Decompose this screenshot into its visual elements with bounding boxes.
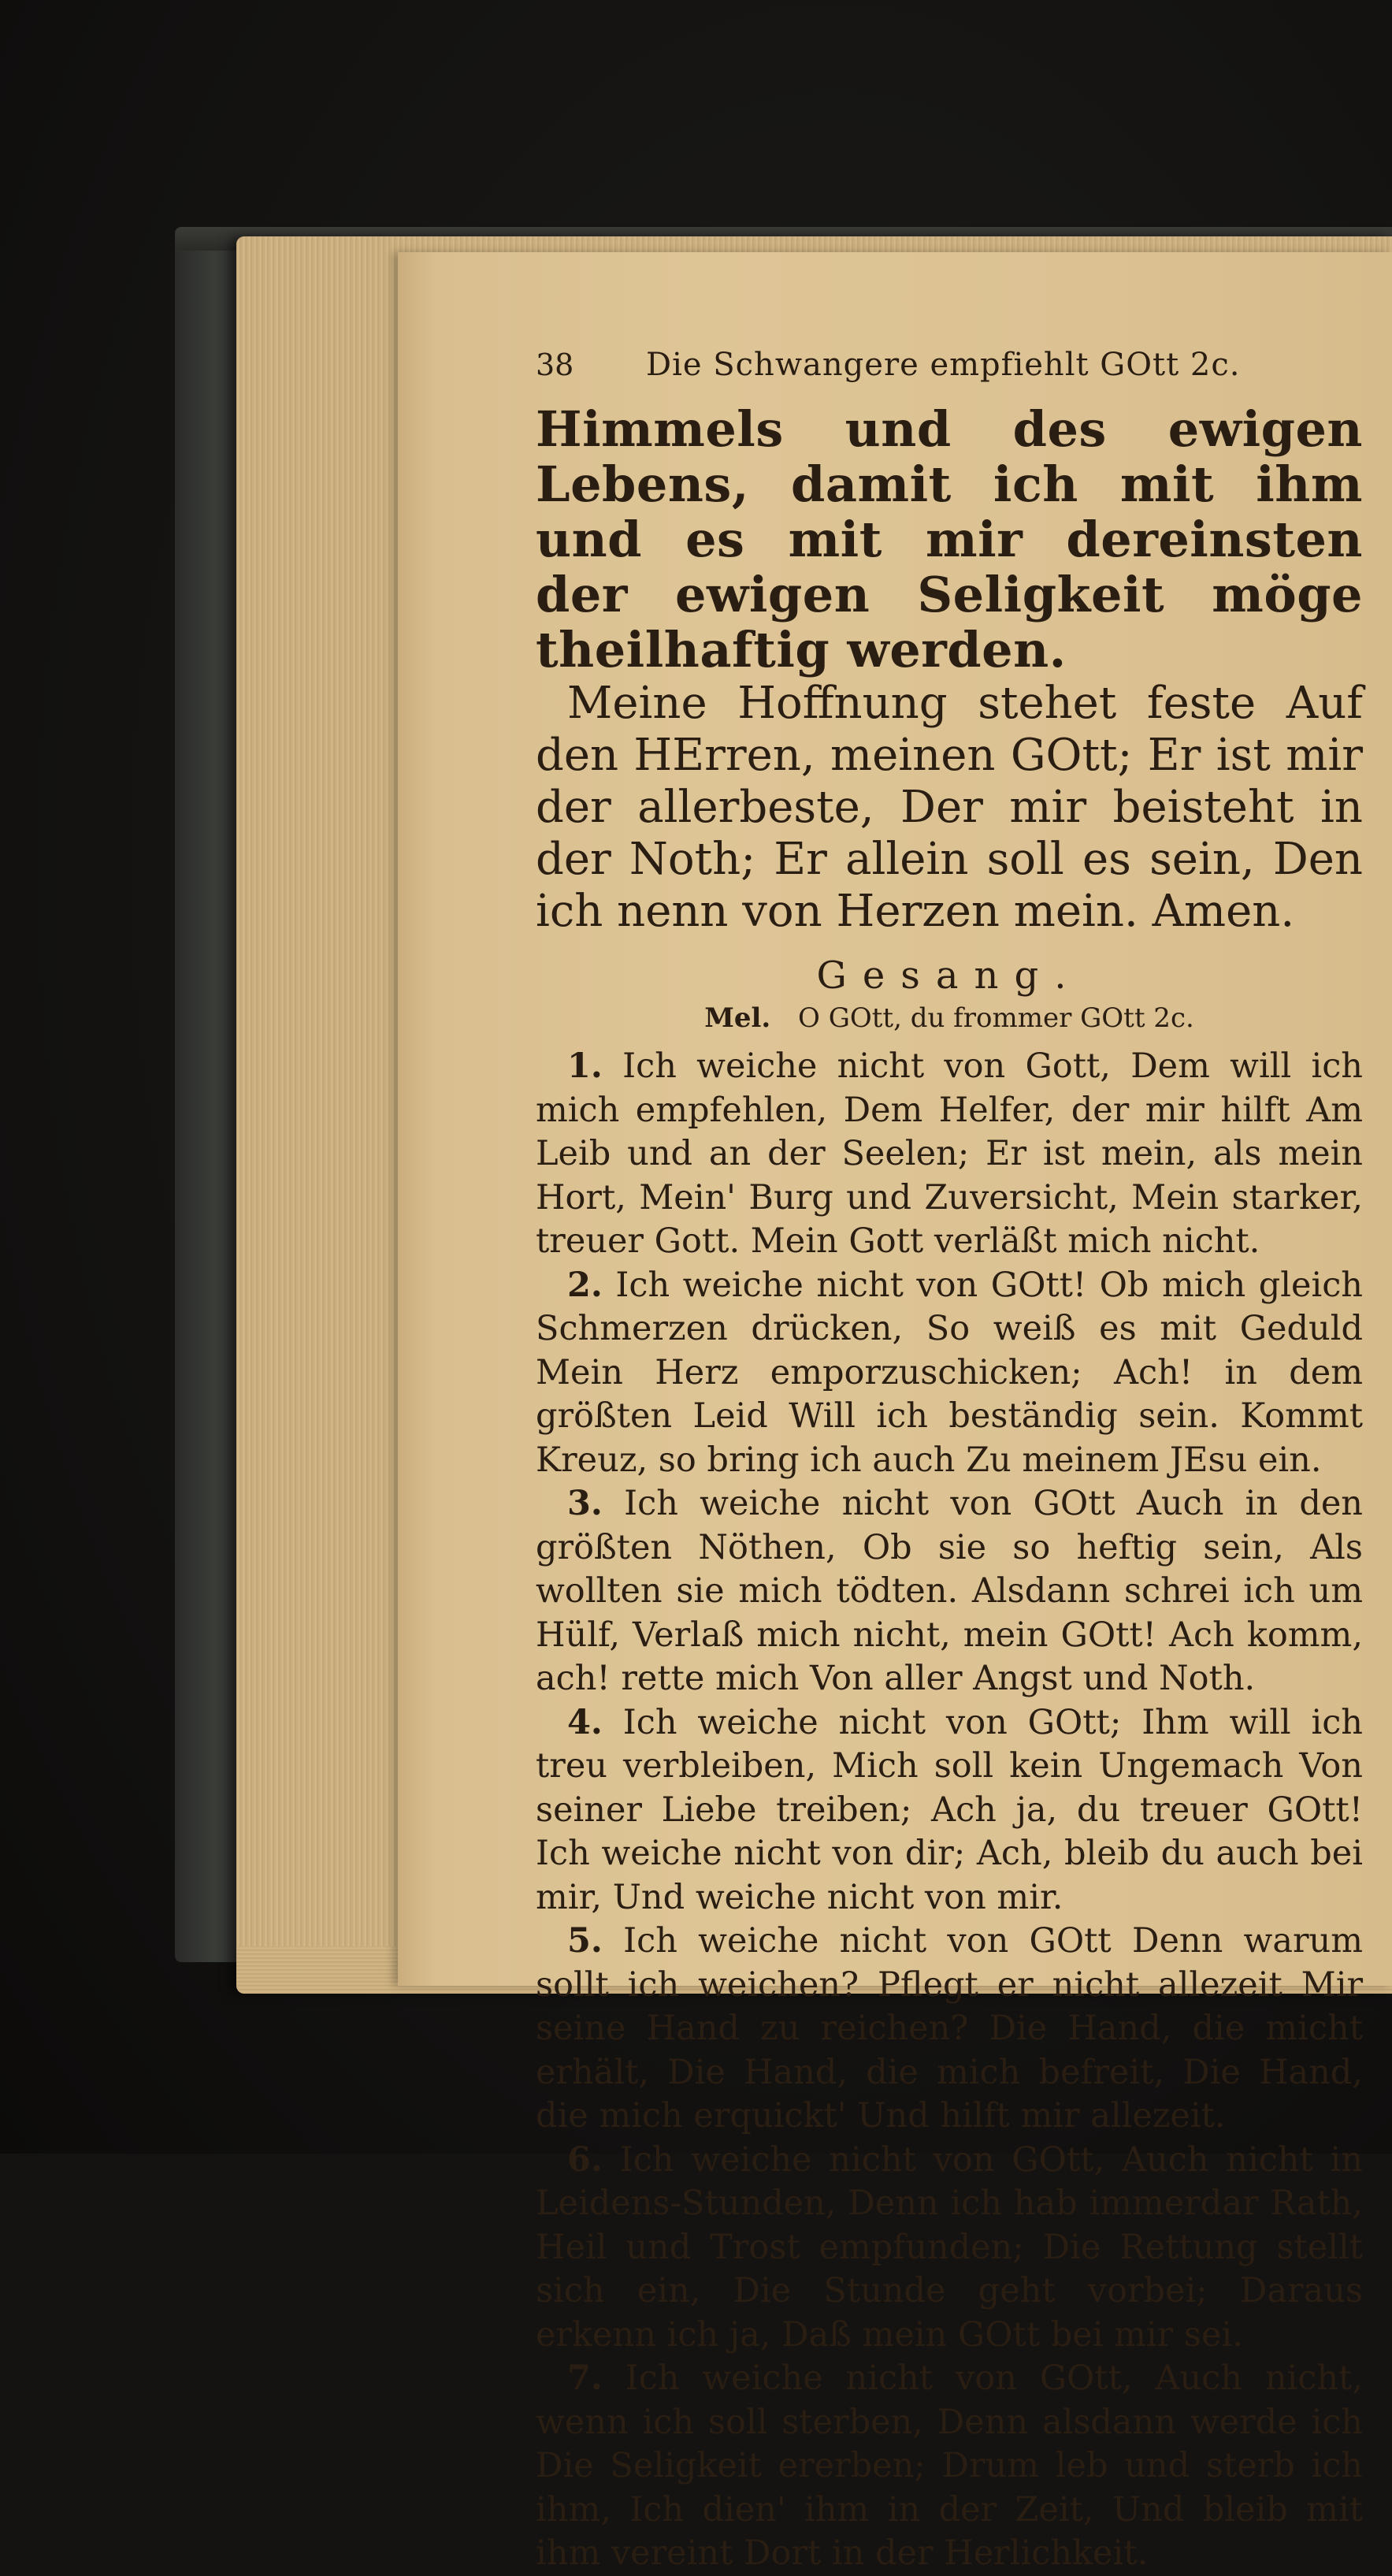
song-verse: [536, 1482, 1363, 1701]
melody-line: [536, 1002, 1363, 1034]
verse-text: Ich weiche nicht von GOtt, Auch nicht, wenn ich soll sterben, Denn alsdann werde ich Die Seligkeit ererben; Drum leb und sterb ich ihm, Ich dien' ihm in der Zeit, Und bleib mit ihm vereint Dort in der Herlichkeit.: [536, 2359, 1363, 2573]
verse-text: Ich weiche nicht von GOtt Denn warum sollt ich weichen? Pflegt er nicht allezeit Mir seine Hand zu reichen? Die Hand, die micht erhält, Die Hand, die mich befreit, Die Hand, die mich erquickt' Und hilft mir allezeit.: [536, 1921, 1363, 2136]
running-title: Die Schwangere empfiehlt GOtt 2c.: [646, 347, 1241, 383]
song-verse: [536, 1045, 1363, 1264]
verse-text: Ich weiche nicht von GOtt, Auch nicht in Leidens-Stunden, Denn ich hab immerdar Rath, Heil und Trost empfunden; Die Rettung stellt sich ein, Die Stunde geht vorbei; Daraus erkenn ich ja, Daß mein GOtt bei mir sei.: [536, 2139, 1363, 2355]
book-page: [398, 252, 1392, 2573]
song-verse: [536, 1920, 1363, 2139]
melody-title: O GOtt, du frommer GOtt 2c.: [798, 1002, 1194, 1034]
melody-label: Mel.: [704, 1002, 771, 1034]
page-content: [536, 347, 1363, 2576]
verse-number: 5.: [567, 1921, 603, 1961]
verse-text: Ich weiche nicht von GOtt Auch in den größten Nöthen, Ob sie so heftig sein, Als wollten sie mich tödten. Alsdann schrei ich um Hülf, Verlaß mich nicht, mein GOtt! Ach komm, ach! rette mich Von aller Angst und Noth.: [536, 1484, 1363, 1698]
song-verse: [536, 1701, 1363, 1920]
verse-text: Ich weiche nicht von GOtt! Ob mich gleich Schmerzen drücken, So weiß es mit Geduld Mein Herz emporzuschicken; Ach! in dem größten Leid Will ich beständig sein. Kommt Kreuz, so bring ich auch Zu meinem JEsu ein.: [536, 1265, 1363, 1480]
song-heading: Gesang.: [816, 953, 1082, 998]
verse-number: 4.: [567, 1702, 603, 1742]
song-verse: [536, 1264, 1363, 1483]
verse-number: 2.: [567, 1265, 603, 1305]
prose-paragraph: Himmels und des ewigen Lebens, damit ich mit ihm und es mit mir dereinsten der ewigen Seligkeit möge theilhaftig werden.: [536, 400, 1363, 678]
verse-text: Ich weiche nicht von Gott, Dem will ich mich empfehlen, Dem Helfer, der mir hilft Am Leib und an der Seelen; Er ist mein, als mein Hort, Mein' Burg und Zuversicht, Mein starker, treuer Gott. Mein Gott verläßt mich nicht.: [536, 1046, 1363, 1261]
verse-number: 3.: [567, 1484, 603, 1523]
prayer-verse: Meine Hoffnung stehet feste Auf den HErren, meinen GOtt; Er ist mir der allerbeste, Der mir beisteht in der Noth; Er allein soll es sein, Den ich nenn von Herzen mein. Amen.: [536, 678, 1363, 937]
verse-number: 7.: [567, 2359, 603, 2398]
page-number: 38: [536, 348, 574, 382]
verse-number: 6.: [567, 2139, 603, 2180]
verse-number: 1.: [567, 1046, 603, 1086]
verse-text: Ich weiche nicht von GOtt; Ihm will ich treu verbleiben, Mich soll kein Ungemach Von seiner Liebe treiben; Ach ja, du treuer GOtt! Ich weiche nicht von dir; Ach, bleib du auch bei mir, Und weiche nicht von mir.: [536, 1702, 1364, 1917]
page-header: [536, 347, 1363, 394]
song-verse: [536, 2139, 1363, 2358]
song-verse: [536, 2357, 1363, 2576]
